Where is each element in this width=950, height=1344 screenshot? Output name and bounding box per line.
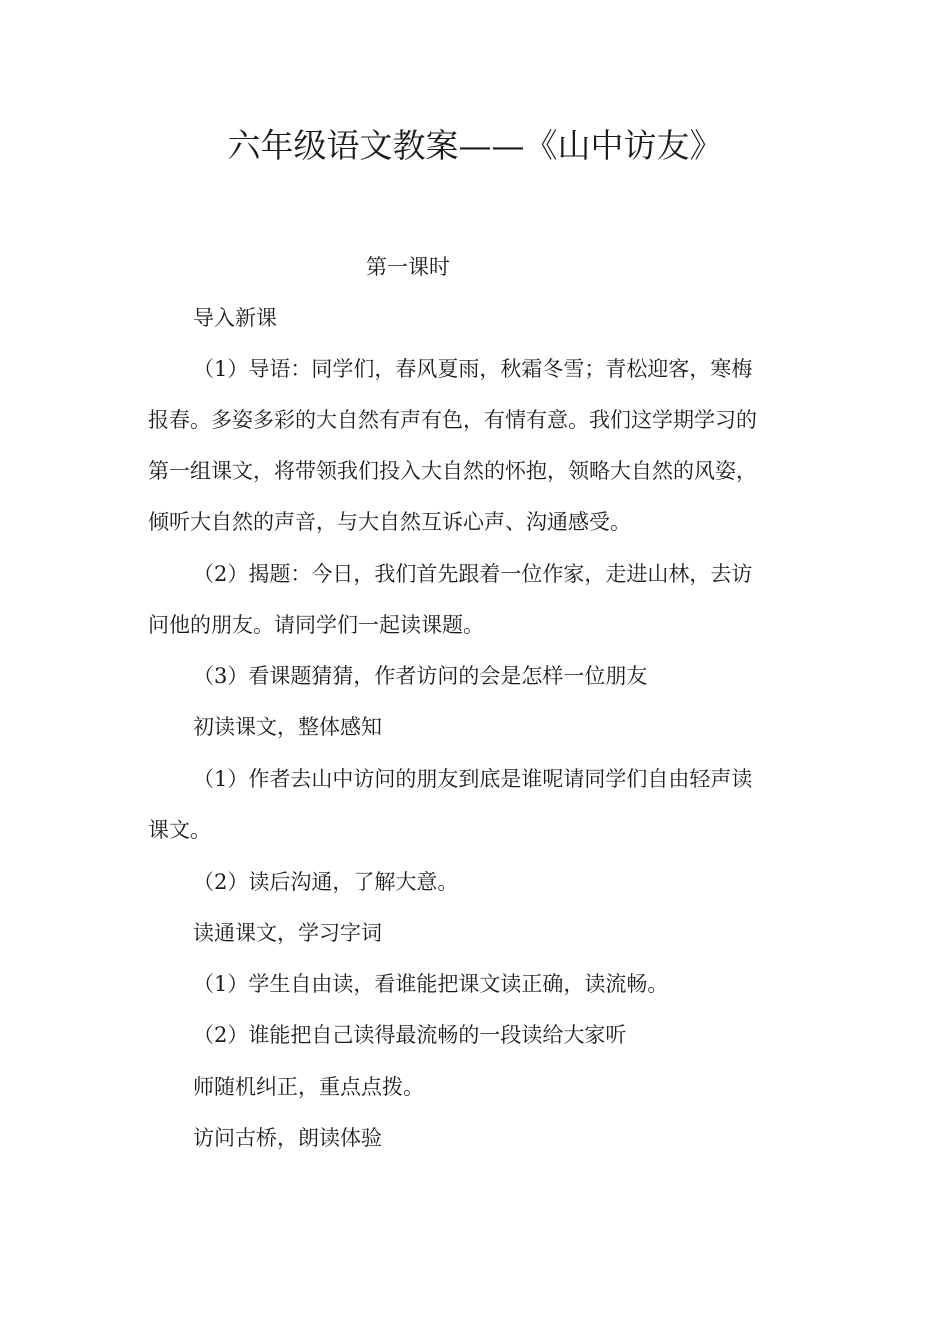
paragraph-line: 倾听大自然的声音，与大自然互诉心声、沟通感受。 [148, 510, 631, 534]
section-heading-intro: 导入新课 [193, 306, 277, 330]
section-heading-vocabulary: 读通课文，学习字词 [193, 921, 382, 945]
document-title: 六年级语文教案——《山中访友》 [227, 126, 723, 165]
paragraph-line: 报春。多姿多彩的大自然有声有色，有情有意。我们这学期学习的 [148, 408, 757, 432]
paragraph-line: （2）揭题：今日，我们首先跟着一位作家，走进山林，去访 [193, 562, 753, 586]
paragraph-line: （1）作者去山中访问的朋友到底是谁呢请同学们自由轻声读 [193, 767, 753, 791]
section-heading-ancient-bridge: 访问古桥，朗读体验 [193, 1126, 382, 1150]
paragraph-line: （1）学生自由读，看谁能把课文读正确，读流畅。 [193, 972, 669, 996]
paragraph-line: 第一组课文，将带领我们投入大自然的怀抱，领略大自然的风姿， [148, 459, 757, 483]
section-heading-first-reading: 初读课文，整体感知 [193, 715, 382, 739]
paragraph-line: 课文。 [148, 818, 211, 842]
lesson-period-heading: 第一课时 [366, 255, 450, 279]
paragraph-line: 问他的朋友。请同学们一起读课题。 [148, 613, 484, 637]
paragraph-line: （3）看课题猜猜，作者访问的会是怎样一位朋友 [193, 664, 648, 688]
paragraph-line: （1）导语：同学们，春风夏雨，秋霜冬雪；青松迎客，寒梅 [193, 357, 753, 381]
paragraph-line: （2）谁能把自己读得最流畅的一段读给大家听 [193, 1023, 627, 1047]
paragraph-line: 师随机纠正，重点点拨。 [193, 1075, 424, 1099]
paragraph-line: （2）读后沟通，了解大意。 [193, 870, 459, 894]
